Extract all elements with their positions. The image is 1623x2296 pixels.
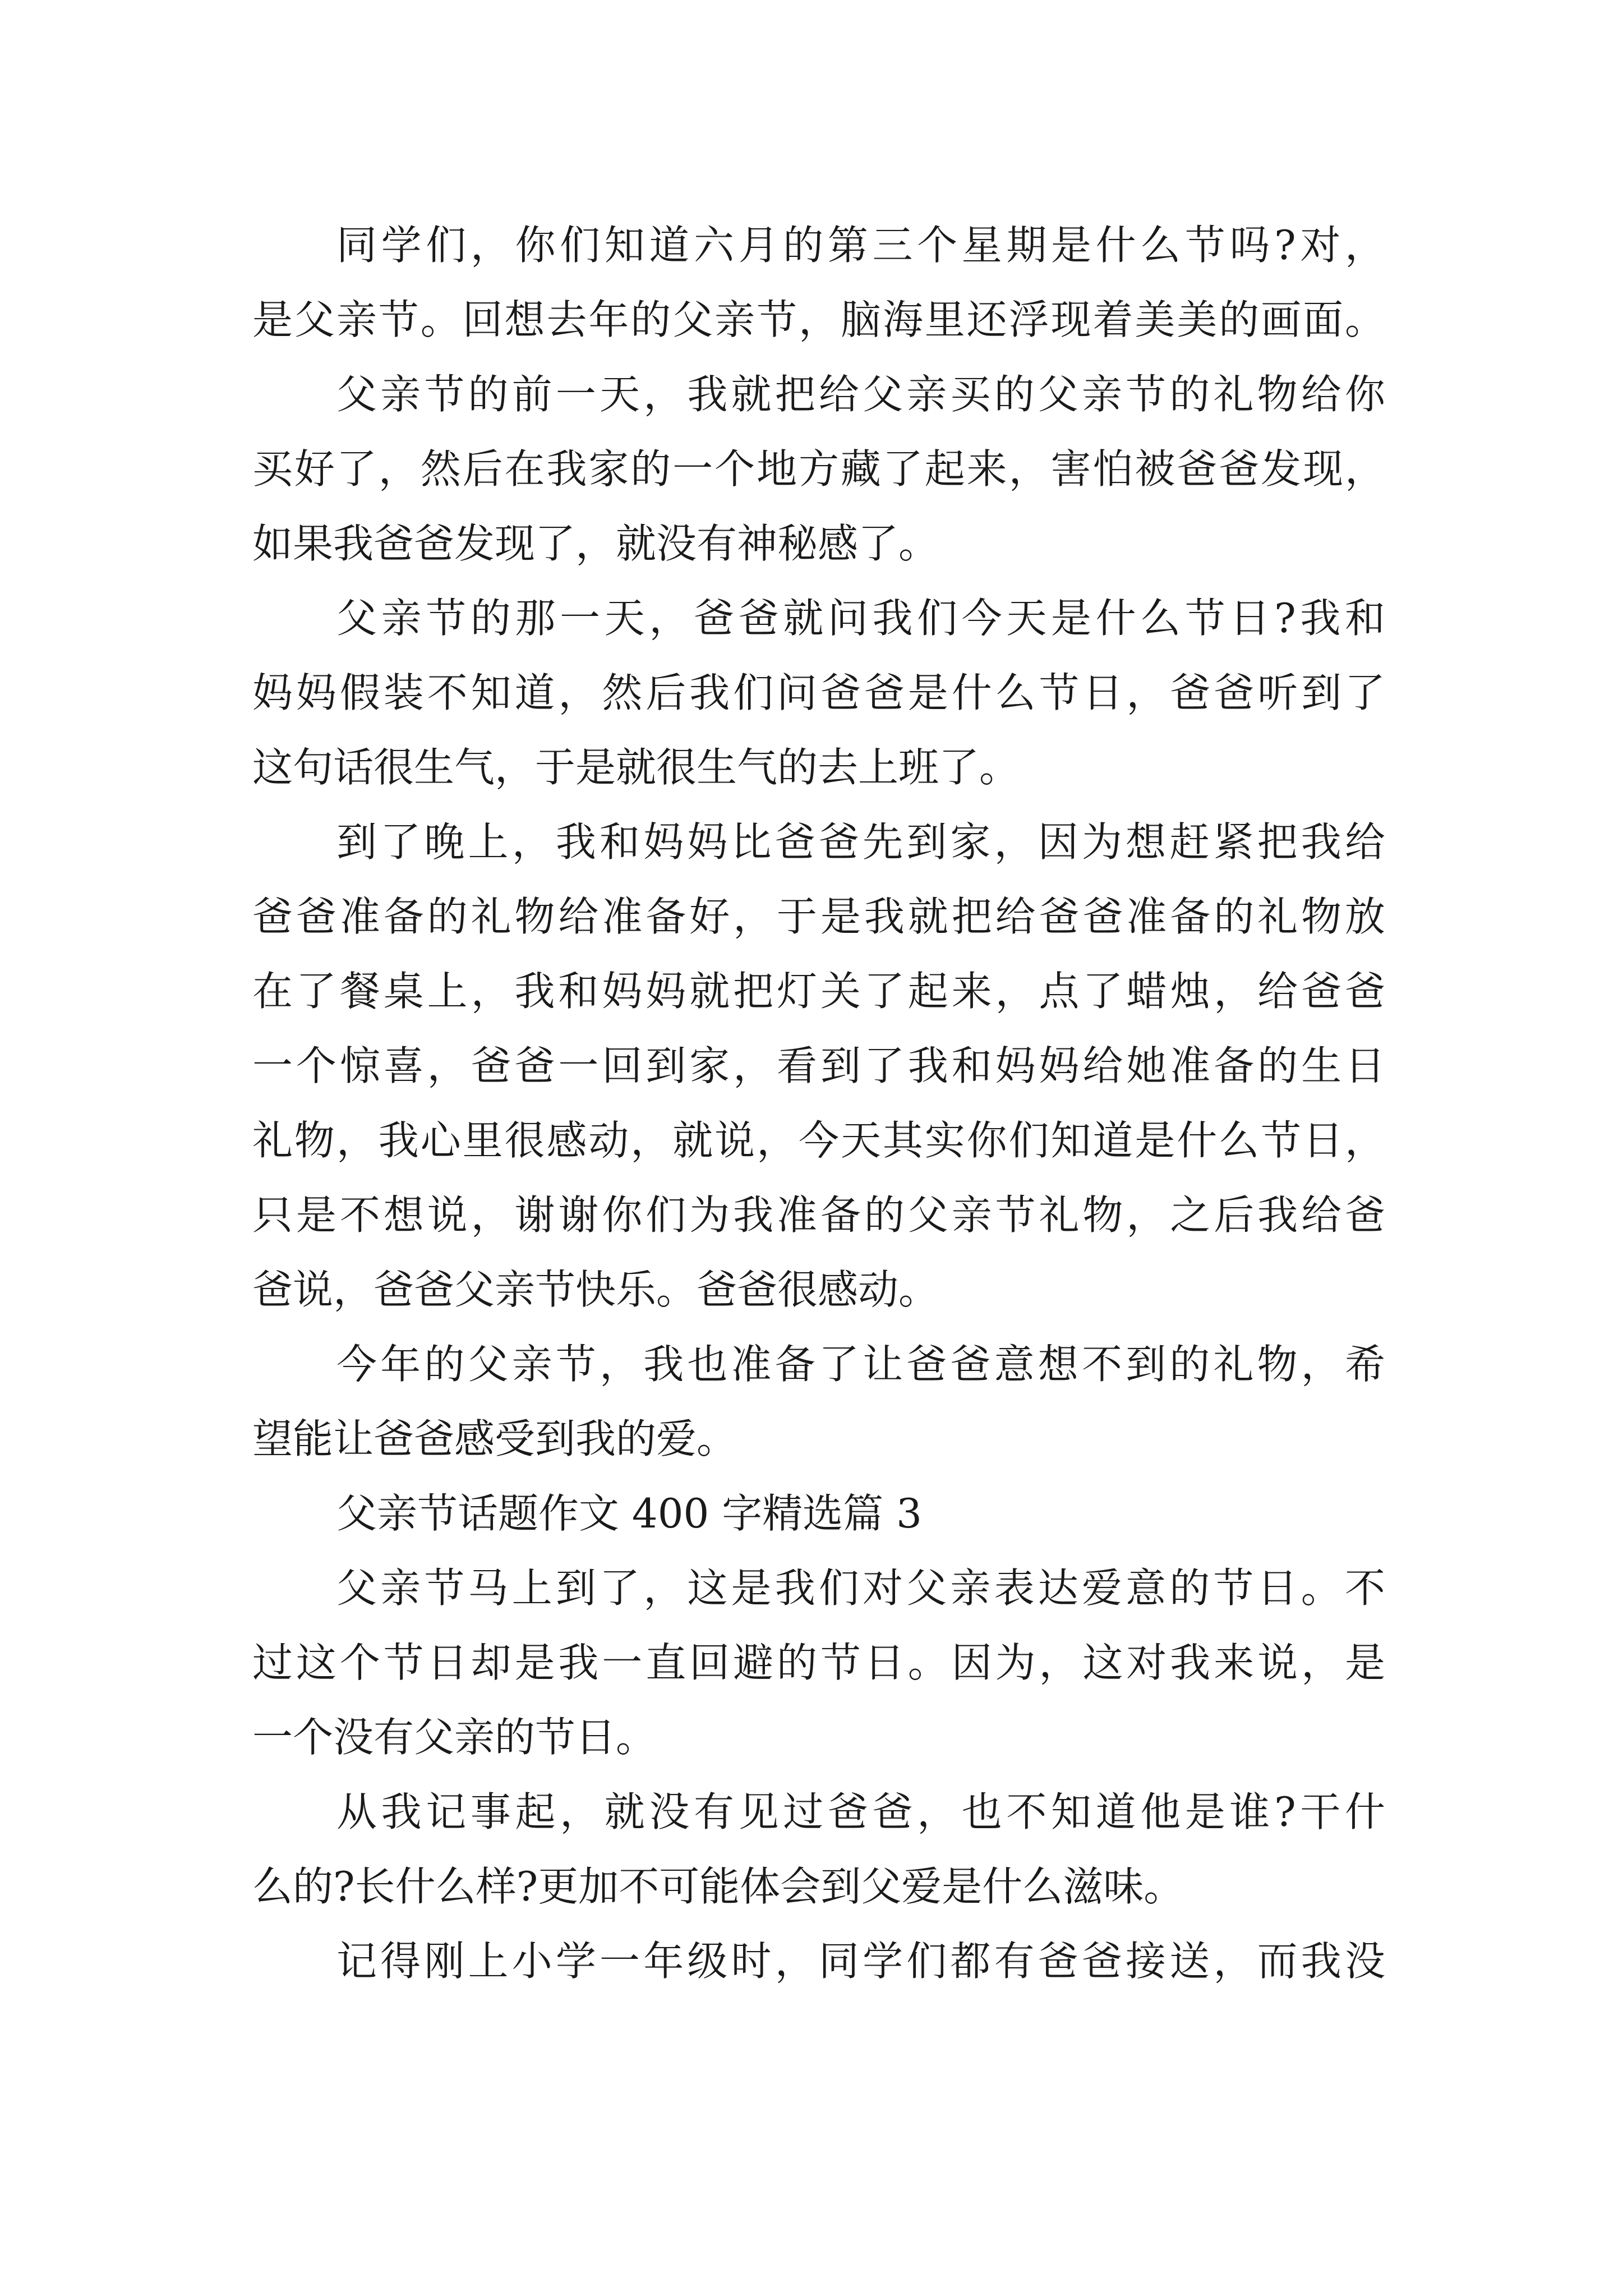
text-line: 么的?长什么样?更加不可能体会到父爱是什么滋味。 bbox=[252, 1863, 1184, 1910]
text-line: 同学们，你们知道六月的第三个星期是什么节吗?对， bbox=[336, 222, 1385, 269]
text-line: 礼物，我心里很感动，就说，今天其实你们知道是什么节日， bbox=[252, 1117, 1385, 1164]
text-line: 过这个节日却是我一直回避的节日。因为，这对我来说，是 bbox=[252, 1639, 1385, 1686]
text-line: 只是不想说，谢谢你们为我准备的父亲节礼物，之后我给爸 bbox=[252, 1191, 1385, 1239]
text-line: 在了餐桌上，我和妈妈就把灯关了起来，点了蜡烛，给爸爸 bbox=[252, 968, 1385, 1015]
text-line: 父亲节的前一天，我就把给父亲买的父亲节的礼物给你 bbox=[336, 371, 1385, 418]
text-line: 买好了，然后在我家的一个地方藏了起来，害怕被爸爸发现， bbox=[252, 445, 1385, 493]
text-line: 到了晚上，我和妈妈比爸爸先到家，因为想赶紧把我给 bbox=[336, 818, 1385, 866]
text-line: 爸说，爸爸父亲节快乐。爸爸很感动。 bbox=[252, 1266, 939, 1313]
text-line: 从我记事起，就没有见过爸爸，也不知道他是谁?干什 bbox=[336, 1788, 1385, 1835]
text-line: 今年的父亲节，我也准备了让爸爸意想不到的礼物，希 bbox=[336, 1341, 1385, 1388]
section-heading: 父亲节话题作文 400 字精选篇 3 bbox=[336, 1490, 922, 1537]
text-line: 如果我爸爸发现了，就没有神秘感了。 bbox=[252, 520, 939, 567]
text-line: 一个惊喜，爸爸一回到家，看到了我和妈妈给她准备的生日 bbox=[252, 1042, 1385, 1089]
text-line: 一个没有父亲的节日。 bbox=[252, 1714, 657, 1761]
text-line: 父亲节马上到了，这是我们对父亲表达爱意的节日。不 bbox=[336, 1565, 1385, 1612]
text-line: 望能让爸爸感受到我的爱。 bbox=[252, 1415, 737, 1462]
text-line: 父亲节的那一天，爸爸就问我们今天是什么节日?我和 bbox=[336, 595, 1385, 642]
text-line: 这句话很生气，于是就很生气的去上班了。 bbox=[252, 744, 1020, 791]
text-line: 记得刚上小学一年级时，同学们都有爸爸接送，而我没 bbox=[336, 1938, 1385, 1985]
text-line: 妈妈假装不知道，然后我们问爸爸是什么节日，爸爸听到了 bbox=[252, 669, 1385, 716]
text-line: 是父亲节。回想去年的父亲节，脑海里还浮现着美美的画面。 bbox=[252, 296, 1385, 343]
text-line: 爸爸准备的礼物给准备好，于是我就把给爸爸准备的礼物放 bbox=[252, 893, 1385, 940]
